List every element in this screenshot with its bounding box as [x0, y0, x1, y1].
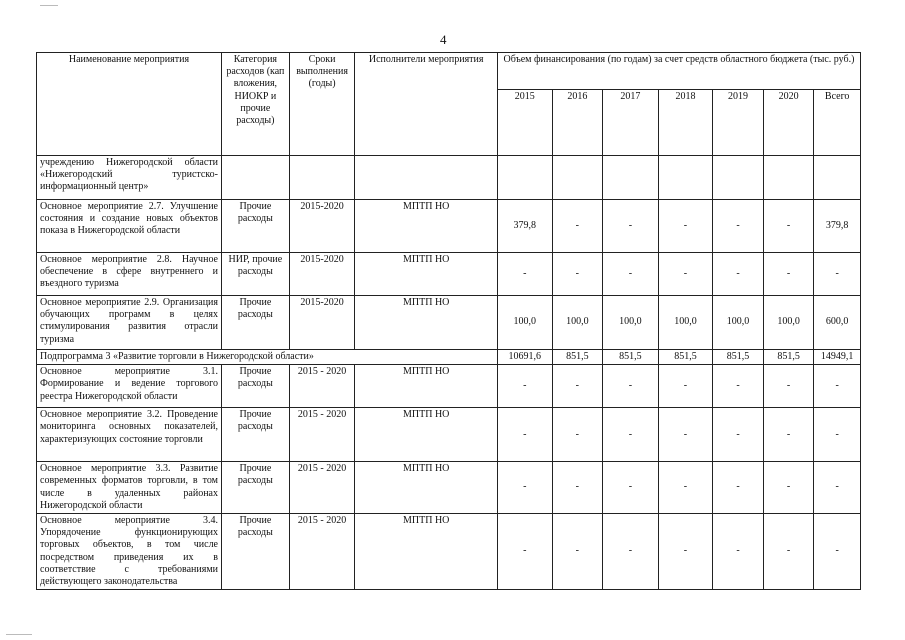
- row-value: -: [552, 365, 603, 408]
- row-value: -: [497, 462, 552, 514]
- row-value: 379,8: [814, 200, 861, 253]
- row-value: -: [497, 513, 552, 589]
- row-executor: МПТП НО: [355, 365, 498, 408]
- row-value: -: [552, 200, 603, 253]
- row-value: 379,8: [497, 200, 552, 253]
- row-value: -: [814, 462, 861, 514]
- row-value: [763, 156, 814, 200]
- row-value: -: [497, 408, 552, 462]
- page-number: 4: [440, 32, 447, 47]
- row-value: -: [814, 408, 861, 462]
- row-category: Прочие расходы: [222, 365, 290, 408]
- row-value: [552, 156, 603, 200]
- row-executor: [355, 156, 498, 200]
- row-terms: 2015-2020: [289, 200, 355, 253]
- row-name: Основное мероприятие 3.3. Развитие современных форматов торговли, в том числе в удаленных районах Нижегородской области: [37, 462, 222, 514]
- header-category: Категория расходов (кап вложения, НИОКР и прочие расходы): [222, 53, 290, 156]
- row-value: [658, 156, 713, 200]
- row-value: 600,0: [814, 296, 861, 350]
- subprogram-value: 10691,6: [497, 350, 552, 365]
- subprogram-value: 851,5: [552, 350, 603, 365]
- row-value: 100,0: [763, 296, 814, 350]
- header-total: Всего: [814, 90, 861, 156]
- row-value: -: [713, 253, 764, 296]
- row-terms: 2015 - 2020: [289, 513, 355, 589]
- subprogram-value: 851,5: [763, 350, 814, 365]
- row-name: Основное мероприятие 3.4. Упорядочение функционирующих торговых объектов, в том числе посредством приведения их в соответствие с требованиями действующего законодательства: [37, 513, 222, 589]
- subprogram-value: 851,5: [603, 350, 659, 365]
- row-value: -: [763, 513, 814, 589]
- row-value: -: [713, 513, 764, 589]
- row-value: -: [658, 408, 713, 462]
- scan-mark-bottom: [6, 634, 32, 635]
- header-executors: Исполнители мероприятия: [355, 53, 498, 156]
- table-row: [37, 296, 861, 350]
- row-name: учреждению Нижегородской области «Нижегородский туристско-информационный центр»: [37, 156, 222, 200]
- row-name: Основное мероприятие 2.8. Научное обеспечение в сфере внутреннего и въездного туризма: [37, 253, 222, 296]
- subprogram-title: Подпрограмма 3 «Развитие торговли в Нижегородской области»: [37, 350, 498, 365]
- row-name: Основное мероприятие 3.2. Проведение мониторинга основных показателей, характеризующих состояние торговли: [37, 408, 222, 462]
- row-name: Основное мероприятие 3.1. Формирование и ведение торгового реестра Нижегородской области: [37, 365, 222, 408]
- row-value: -: [763, 200, 814, 253]
- row-category: Прочие расходы: [222, 408, 290, 462]
- table-row: [37, 253, 861, 296]
- row-executor: МПТП НО: [355, 462, 498, 514]
- row-value: -: [763, 253, 814, 296]
- row-value: -: [763, 462, 814, 514]
- subprogram-value: 851,5: [658, 350, 713, 365]
- subprogram-row: [37, 350, 861, 365]
- row-value: -: [814, 365, 861, 408]
- row-value: -: [552, 462, 603, 514]
- row-value: 100,0: [713, 296, 764, 350]
- row-category: НИР, прочие расходы: [222, 253, 290, 296]
- row-value: 100,0: [552, 296, 603, 350]
- row-value: -: [658, 253, 713, 296]
- row-value: 100,0: [603, 296, 659, 350]
- table-row: [37, 156, 861, 200]
- header-year: 2017: [603, 90, 659, 156]
- row-value: -: [603, 253, 659, 296]
- subprogram-value: 14949,1: [814, 350, 861, 365]
- row-value: [814, 156, 861, 200]
- row-value: [497, 156, 552, 200]
- row-executor: МПТП НО: [355, 513, 498, 589]
- row-category: Прочие расходы: [222, 462, 290, 514]
- row-value: -: [713, 408, 764, 462]
- row-value: 100,0: [497, 296, 552, 350]
- row-terms: 2015 - 2020: [289, 365, 355, 408]
- header-terms: Сроки выполнения (годы): [289, 53, 355, 156]
- row-executor: МПТП НО: [355, 296, 498, 350]
- row-terms: 2015-2020: [289, 253, 355, 296]
- row-value: -: [763, 408, 814, 462]
- subprogram-value: 851,5: [713, 350, 764, 365]
- table-row: [37, 513, 861, 589]
- row-name: Основное мероприятие 2.7. Улучшение состояния и создание новых объектов показа в Нижегородской области: [37, 200, 222, 253]
- row-terms: 2015-2020: [289, 296, 355, 350]
- row-value: -: [603, 365, 659, 408]
- row-value: -: [497, 253, 552, 296]
- row-value: -: [814, 513, 861, 589]
- row-value: [713, 156, 764, 200]
- header-funding: Объем финансирования (по годам) за счет средств областного бюджета (тыс. руб.): [497, 53, 860, 90]
- table-row: [37, 200, 861, 253]
- header-year: 2016: [552, 90, 603, 156]
- row-executor: МПТП НО: [355, 253, 498, 296]
- header-year: 2020: [763, 90, 814, 156]
- row-value: -: [814, 253, 861, 296]
- row-category: Прочие расходы: [222, 296, 290, 350]
- row-category: [222, 156, 290, 200]
- funding-table: [36, 52, 861, 590]
- row-value: -: [713, 462, 764, 514]
- row-value: -: [603, 513, 659, 589]
- row-category: Прочие расходы: [222, 200, 290, 253]
- header-year: 2018: [658, 90, 713, 156]
- row-value: -: [603, 408, 659, 462]
- row-value: -: [552, 408, 603, 462]
- row-value: -: [603, 462, 659, 514]
- header-year: 2019: [713, 90, 764, 156]
- row-category: Прочие расходы: [222, 513, 290, 589]
- table-row: [37, 462, 861, 514]
- table-row: [37, 365, 861, 408]
- row-value: -: [658, 200, 713, 253]
- row-value: -: [658, 513, 713, 589]
- row-value: -: [658, 462, 713, 514]
- row-value: -: [713, 365, 764, 408]
- row-value: 100,0: [658, 296, 713, 350]
- row-value: [603, 156, 659, 200]
- row-value: -: [552, 513, 603, 589]
- header-year: 2015: [497, 90, 552, 156]
- row-terms: 2015 - 2020: [289, 462, 355, 514]
- header-name: Наименование мероприятия: [37, 53, 222, 156]
- scan-mark-top: [40, 5, 58, 6]
- row-value: -: [603, 200, 659, 253]
- row-value: -: [552, 253, 603, 296]
- row-value: -: [713, 200, 764, 253]
- row-executor: МПТП НО: [355, 200, 498, 253]
- row-name: Основное мероприятие 2.9. Организация обучающих программ в целях стимулирования развития отрасли туризма: [37, 296, 222, 350]
- row-terms: 2015 - 2020: [289, 408, 355, 462]
- table-row: [37, 408, 861, 462]
- row-executor: МПТП НО: [355, 408, 498, 462]
- row-value: -: [658, 365, 713, 408]
- row-terms: [289, 156, 355, 200]
- row-value: -: [763, 365, 814, 408]
- row-value: -: [497, 365, 552, 408]
